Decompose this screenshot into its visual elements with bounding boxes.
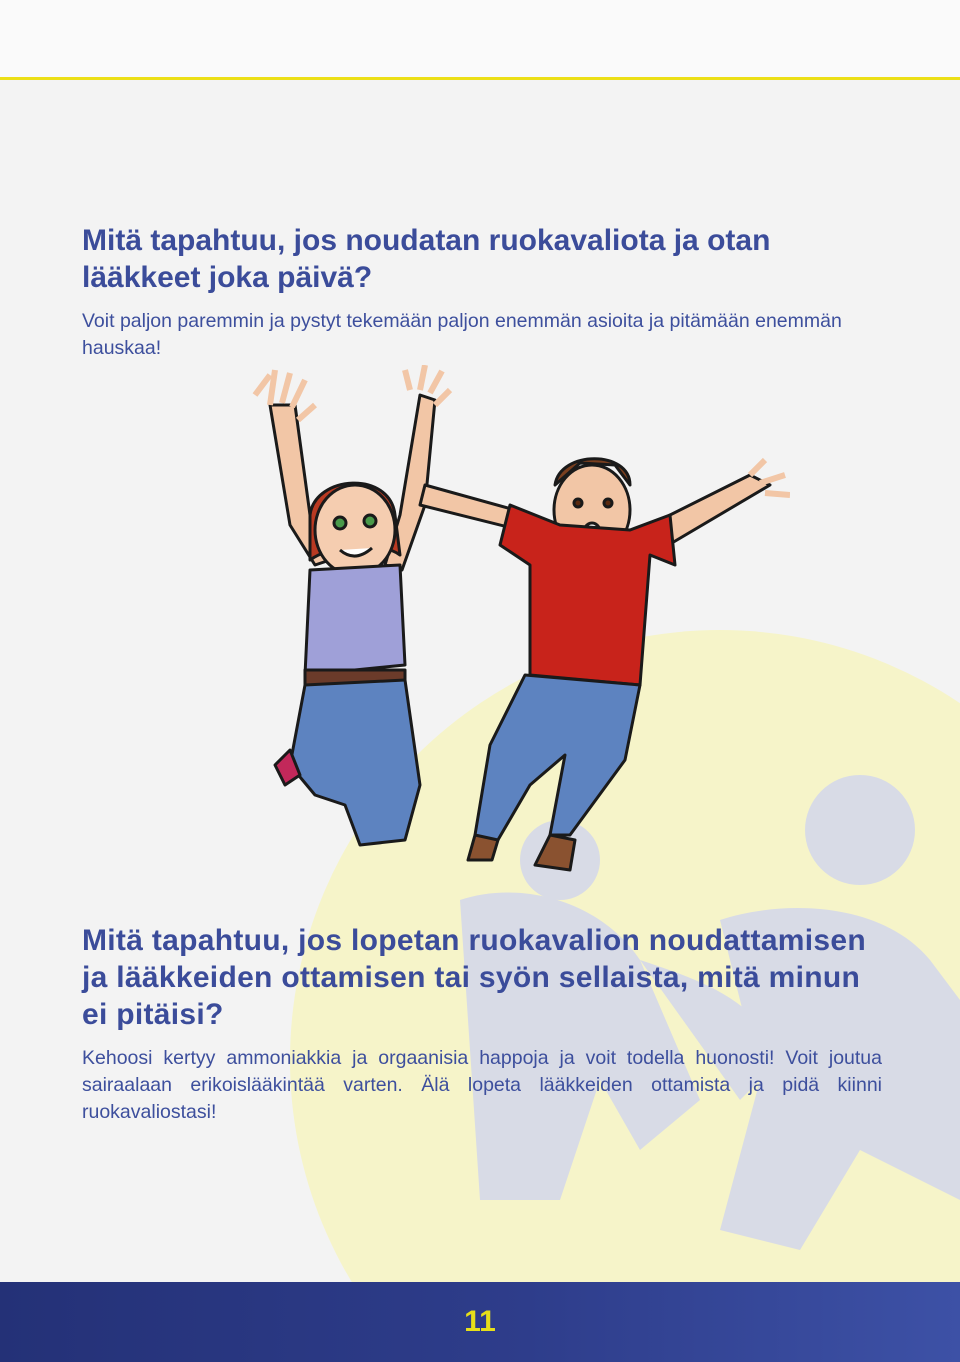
section2-heading: Mitä tapahtuu, jos lopetan ruokavalion noudattamisen ja lääkkeiden ottamisen tai syön sellaista, mitä minun ei pitäisi? (82, 924, 867, 1031)
girl-figure (255, 365, 450, 845)
jumping-kids-illustration (230, 365, 790, 900)
section1-heading: Mitä tapahtuu, jos noudatan ruokavaliota ja otan lääkkeet joka päivä? (82, 224, 771, 294)
section2-body: Kehoosi kertyy ammoniakkia ja orgaanisia happoja ja voit todella huonosti! Voit joutua sairaalaan erikoislääkintää varten. Älä lopeta lääkkeiden ottamista ja pidä kiinni ruokavaliostasi! (82, 1047, 882, 1123)
page-number: 11 (464, 1305, 496, 1338)
boy-figure (420, 459, 790, 870)
section1-body: Voit paljon paremmin ja pystyt tekemään paljon enemmän asioita ja pitämään enemmän hauskaa! (82, 310, 842, 359)
